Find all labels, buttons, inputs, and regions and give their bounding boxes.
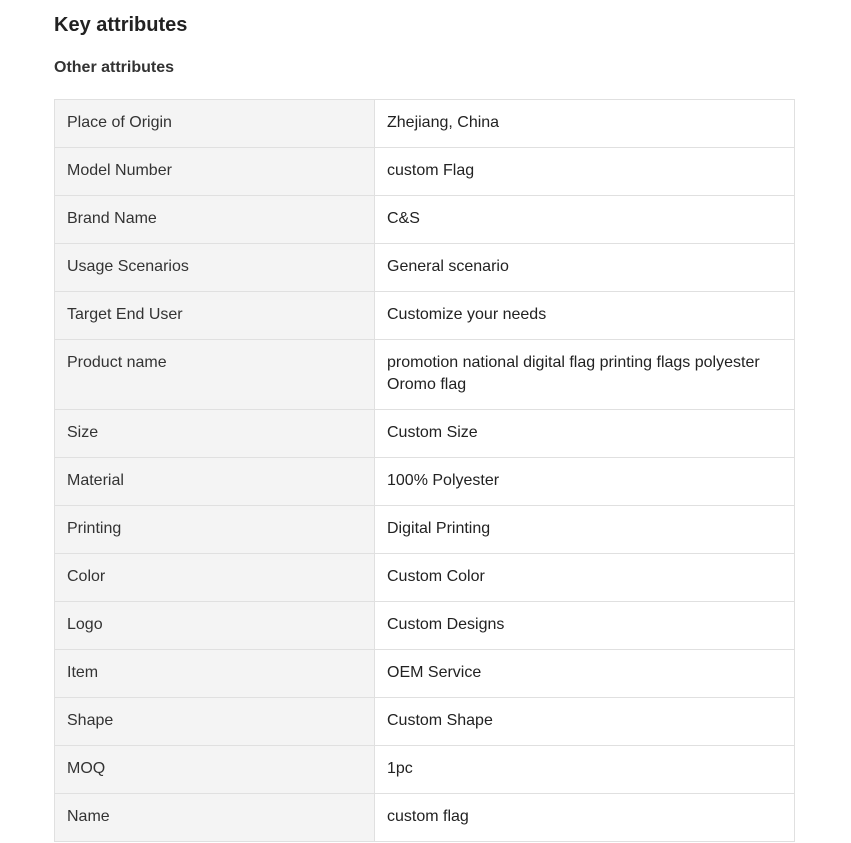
table-row xyxy=(55,650,795,698)
attribute-value: Custom Color xyxy=(375,554,795,602)
table-row xyxy=(55,602,795,650)
table-row xyxy=(55,340,795,410)
attribute-name: Product name xyxy=(55,340,375,410)
attribute-value: Zhejiang, China xyxy=(375,100,795,148)
table-row xyxy=(55,746,795,794)
attribute-value: promotion national digital flag printing flags polyester Oromo flag xyxy=(375,340,795,410)
table-row xyxy=(55,458,795,506)
table-row xyxy=(55,244,795,292)
table-row xyxy=(55,148,795,196)
attribute-name: Name xyxy=(55,794,375,842)
attribute-name: Target End User xyxy=(55,292,375,340)
section-subtitle: Other attributes xyxy=(54,59,175,76)
attribute-value: 100% Polyester xyxy=(375,458,795,506)
attribute-value: Custom Size xyxy=(375,410,795,458)
table-row xyxy=(55,292,795,340)
section-title: Key attributes xyxy=(54,14,188,36)
attribute-value: Custom Designs xyxy=(375,602,795,650)
attribute-value: Custom Shape xyxy=(375,698,795,746)
table-row xyxy=(55,410,795,458)
table-row xyxy=(55,554,795,602)
attribute-name: Shape xyxy=(55,698,375,746)
attribute-name: MOQ xyxy=(55,746,375,794)
attribute-name: Printing xyxy=(55,506,375,554)
attribute-name: Color xyxy=(55,554,375,602)
attribute-name: Item xyxy=(55,650,375,698)
attribute-value: General scenario xyxy=(375,244,795,292)
table-row xyxy=(55,794,795,842)
attribute-value: custom flag xyxy=(375,794,795,842)
attribute-value: C&S xyxy=(375,196,795,244)
attribute-name: Size xyxy=(55,410,375,458)
attribute-name: Model Number xyxy=(55,148,375,196)
table-row xyxy=(55,698,795,746)
attribute-name: Material xyxy=(55,458,375,506)
attribute-value: Digital Printing xyxy=(375,506,795,554)
attribute-name: Usage Scenarios xyxy=(55,244,375,292)
attribute-name: Logo xyxy=(55,602,375,650)
attribute-value: custom Flag xyxy=(375,148,795,196)
attributes-table xyxy=(54,99,795,842)
table-row xyxy=(55,100,795,148)
attribute-value: Customize your needs xyxy=(375,292,795,340)
attribute-name: Place of Origin xyxy=(55,100,375,148)
attribute-value: OEM Service xyxy=(375,650,795,698)
table-row xyxy=(55,506,795,554)
table-row xyxy=(55,196,795,244)
attribute-value: 1pc xyxy=(375,746,795,794)
attribute-name: Brand Name xyxy=(55,196,375,244)
